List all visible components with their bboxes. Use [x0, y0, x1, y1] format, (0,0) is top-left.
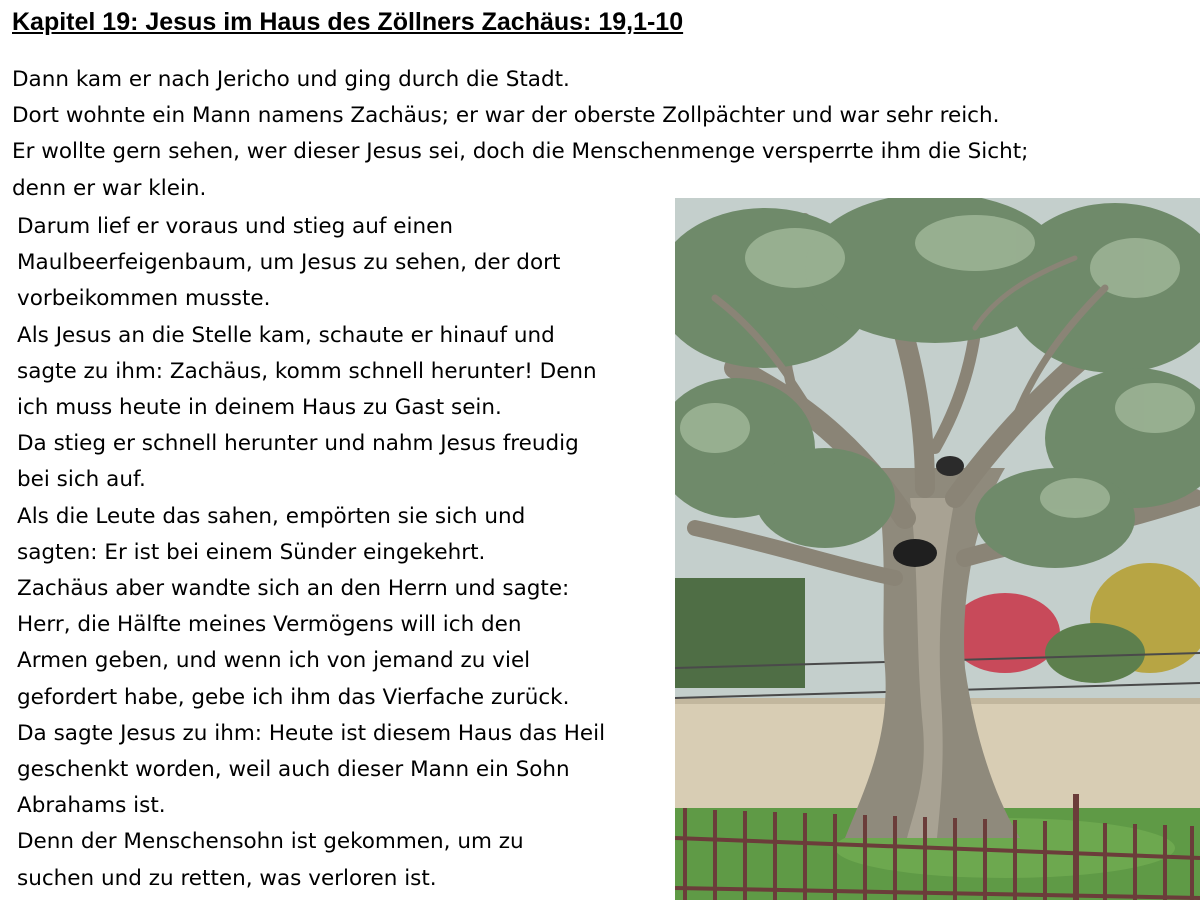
intro-line: denn er war klein.: [12, 175, 207, 201]
body-paragraph: [17, 209, 672, 897]
body-line: Als Jesus an die Stelle kam, schaute er hinauf und: [17, 322, 555, 348]
sycamore-fig-tree-icon: [675, 198, 1200, 900]
intro-line: Dort wohnte ein Mann namens Zachäus; er war der oberste Zollpächter und war sehr reich.: [12, 103, 1000, 129]
tree-photo: [675, 198, 1200, 900]
body-line: vorbeikommen musste.: [17, 286, 271, 312]
intro-line: Er wollte gern sehen, wer dieser Jesus sei, doch die Menschenmenge versperrte ihm die Sicht;: [12, 139, 1029, 165]
body-line: Armen geben, und wenn ich von jemand zu viel: [17, 648, 531, 674]
body-line: Als die Leute das sahen, empörten sie sich und: [17, 503, 526, 529]
body-line: Herr, die Hälfte meines Vermögens will ich den: [17, 612, 522, 638]
body-line: sagte zu ihm: Zachäus, komm schnell herunter! Denn: [17, 358, 597, 384]
body-line: gefordert habe, gebe ich ihm das Vierfache zurück.: [17, 684, 570, 710]
body-line: Zachäus aber wandte sich an den Herrn und sagte:: [17, 576, 570, 602]
page-title: Kapitel 19: Jesus im Haus des Zöllners Zachäus: 19,1-10: [12, 8, 684, 36]
body-line: suchen und zu retten, was verloren ist.: [17, 865, 437, 891]
intro-paragraph: [12, 62, 1192, 207]
body-line: Da stieg er schnell herunter und nahm Jesus freudig: [17, 431, 579, 457]
body-line: bei sich auf.: [17, 467, 146, 493]
body-line: sagten: Er ist bei einem Sünder eingekehrt.: [17, 539, 486, 565]
body-line: Maulbeerfeigenbaum, um Jesus zu sehen, der dort: [17, 250, 561, 276]
body-line: Denn der Menschensohn ist gekommen, um zu: [17, 829, 524, 855]
body-line: Abrahams ist.: [17, 793, 166, 819]
body-line: Darum lief er voraus und stieg auf einen: [17, 214, 453, 239]
intro-line: Dann kam er nach Jericho und ging durch die Stadt.: [12, 67, 570, 92]
body-line: Da sagte Jesus zu ihm: Heute ist diesem Haus das Heil: [17, 720, 606, 746]
body-line: ich muss heute in deinem Haus zu Gast sein.: [17, 395, 502, 421]
body-line: geschenkt worden, weil auch dieser Mann ein Sohn: [17, 757, 570, 783]
